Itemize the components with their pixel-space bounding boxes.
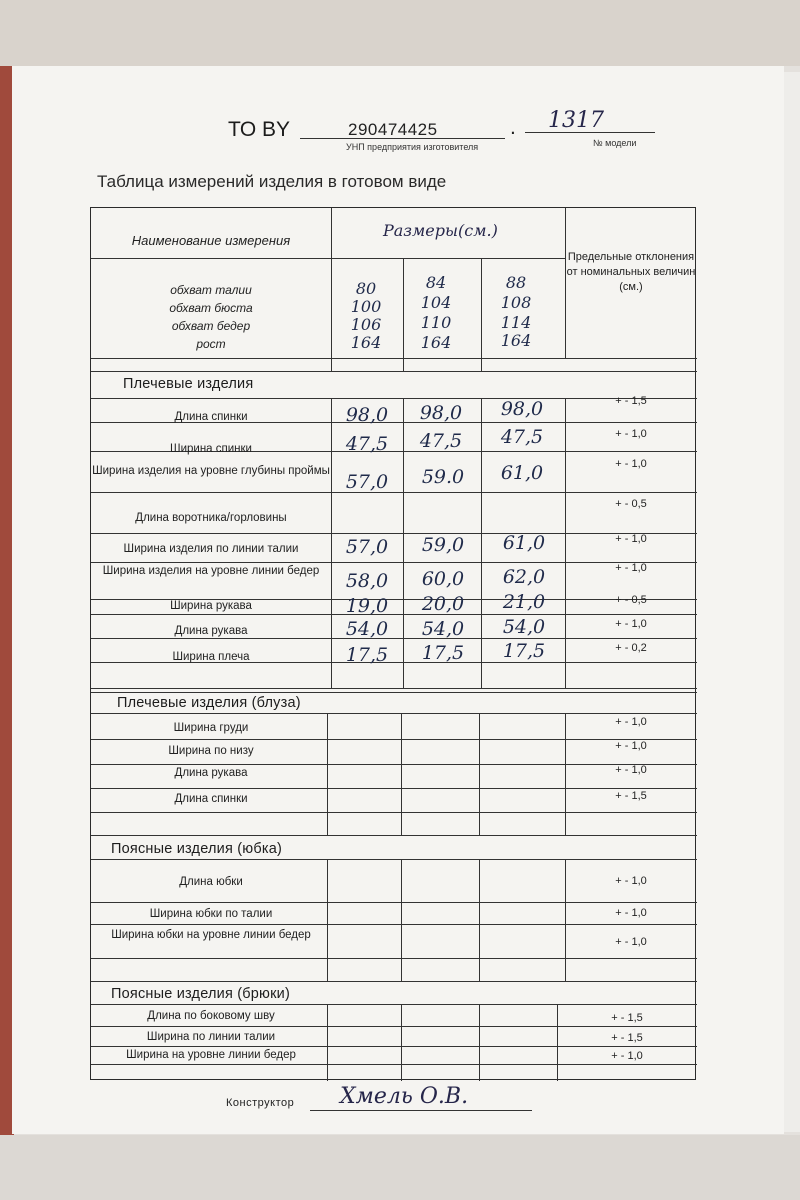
- row-tolerance: + - 1,0: [615, 875, 647, 887]
- row-tolerance: + - 1,5: [611, 1032, 643, 1044]
- model-caption: № модели: [593, 138, 637, 148]
- row-line: [91, 1046, 697, 1047]
- row-label: Ширина по линии талии: [146, 1031, 276, 1043]
- section-title: Поясные изделия (брюки): [111, 986, 290, 1002]
- size-value: 108: [500, 293, 532, 312]
- sizes-header: Размеры(см.): [383, 221, 498, 240]
- row-line: [91, 371, 697, 372]
- model-value: 1317: [548, 108, 604, 133]
- row-value: 60,0: [421, 568, 465, 590]
- measure-label: обхват талии: [170, 283, 252, 297]
- col-line: [401, 859, 402, 981]
- section-title: Плечевые изделия: [123, 376, 254, 392]
- row-label: Ширина изделия на уровне линии бедер: [102, 565, 320, 577]
- row-label: Длина юбки: [179, 876, 243, 888]
- row-value: 17,5: [345, 644, 389, 666]
- measure-label: рост: [196, 337, 226, 351]
- row-value: 58,0: [345, 570, 389, 592]
- row-label: Длина воротника/горловины: [135, 512, 287, 524]
- row-tolerance: + - 1,0: [615, 716, 647, 728]
- row-value: 61,0: [502, 532, 546, 554]
- row-line: [91, 358, 697, 359]
- section-title: Поясные изделия (юбка): [111, 841, 282, 857]
- row-label: Длина спинки: [174, 793, 248, 805]
- size-value: 114: [500, 313, 532, 332]
- unp-value: 290474425: [348, 120, 438, 139]
- col-line: [481, 398, 482, 688]
- row-value: 21,0: [502, 591, 546, 613]
- row-value: 57,0: [345, 471, 389, 493]
- row-line: [91, 688, 697, 689]
- col-line: [479, 713, 480, 835]
- designer-signature: Хмель О.В.: [340, 1084, 469, 1109]
- size-value: 164: [420, 333, 452, 352]
- row-value: 47,5: [419, 430, 463, 452]
- row-line: [91, 958, 697, 959]
- col-line: [403, 258, 404, 371]
- row-label: Ширина спинки: [170, 443, 252, 455]
- row-line: [91, 1064, 697, 1065]
- row-label: Ширина груди: [173, 722, 249, 734]
- row-tolerance: + - 1,0: [615, 936, 647, 948]
- row-tolerance: + - 1,0: [615, 618, 647, 630]
- unp-caption: УНП предприятия изготовителя: [346, 142, 479, 152]
- deviation-header: Предельные отклонения от номинальных величин (см.): [566, 251, 696, 293]
- row-line: [91, 788, 697, 789]
- row-value: 98,0: [345, 404, 389, 426]
- row-tolerance: + - 1,0: [611, 1050, 643, 1062]
- size-value: 110: [420, 313, 452, 332]
- row-label: Ширина на уровне линии бедер: [126, 1049, 296, 1061]
- row-line: [91, 692, 697, 693]
- row-label: Длина рукава: [174, 767, 248, 779]
- row-label: Ширина юбки по талии: [149, 908, 273, 920]
- col-line: [401, 713, 402, 835]
- row-tolerance: + - 1,0: [615, 740, 647, 752]
- page-title: Таблица измерений изделия в готовом виде: [97, 172, 447, 191]
- col-line: [403, 398, 404, 688]
- row-label: Длина рукава: [174, 625, 248, 637]
- row-line: [91, 1004, 697, 1005]
- row-value: 59.0: [421, 466, 465, 488]
- row-label: Длина спинки: [174, 411, 248, 423]
- row-value: 61,0: [500, 462, 544, 484]
- row-label: Длина по боковому шву: [147, 1010, 275, 1022]
- row-line: [91, 258, 565, 259]
- measure-label: обхват бедер: [171, 319, 251, 333]
- col-line: [479, 1004, 480, 1081]
- size-value: 104: [420, 293, 452, 312]
- size-value: 164: [350, 333, 382, 352]
- size-value: 100: [350, 297, 382, 316]
- background-bottom: [0, 1135, 800, 1200]
- row-line: [91, 981, 697, 982]
- col-line: [331, 208, 332, 371]
- row-tolerance: + - 1,5: [611, 1012, 643, 1024]
- row-tolerance: + - 0,2: [615, 642, 647, 654]
- row-tolerance: + - 0,5: [615, 594, 647, 606]
- row-value: 19,0: [345, 595, 389, 617]
- row-value: 17,5: [502, 640, 546, 662]
- col-line: [479, 859, 480, 981]
- row-value: 59,0: [421, 534, 465, 556]
- row-tolerance: + - 1,0: [615, 533, 647, 545]
- col-line: [481, 258, 482, 371]
- section-title: Плечевые изделия (блуза): [117, 695, 301, 711]
- row-value: 98,0: [500, 398, 544, 420]
- row-tolerance: + - 1,5: [615, 790, 647, 802]
- row-line: [91, 902, 697, 903]
- row-value: 57,0: [345, 536, 389, 558]
- row-value: 54,0: [421, 618, 465, 640]
- separator: .: [510, 116, 516, 139]
- row-tolerance: + - 1,0: [615, 458, 647, 470]
- measurement-table: [90, 207, 696, 1080]
- size-value: 164: [500, 331, 532, 350]
- row-label: Ширина плеча: [172, 651, 250, 663]
- row-tolerance: + - 1,0: [615, 428, 647, 440]
- size-value: 106: [350, 315, 382, 334]
- background-top: [0, 0, 800, 66]
- row-value: 47,5: [345, 433, 389, 455]
- row-value: 20,0: [421, 593, 465, 615]
- size-value: 88: [505, 273, 527, 292]
- size-value: 84: [425, 273, 447, 292]
- row-tolerance: + - 1,0: [615, 562, 647, 574]
- col-name-header: Наименование измерения: [131, 233, 291, 248]
- row-tolerance: + - 1,0: [615, 764, 647, 776]
- measure-label: обхват бюста: [169, 301, 253, 315]
- row-value: 17,5: [421, 642, 465, 664]
- row-tolerance: + - 1,5: [615, 395, 647, 407]
- row-value: 54,0: [502, 616, 546, 638]
- size-value: 80: [355, 279, 377, 298]
- doc-prefix: ТО BY: [228, 118, 291, 141]
- signature-line: [310, 1110, 532, 1111]
- row-tolerance: + - 0,5: [615, 498, 647, 510]
- row-line: [91, 835, 697, 836]
- row-label: Ширина рукава: [170, 600, 252, 612]
- row-value: 98,0: [419, 402, 463, 424]
- row-label: Ширина по низу: [168, 745, 254, 757]
- row-label: Ширина изделия на уровне глубины проймы: [92, 465, 330, 477]
- row-line: [91, 713, 697, 714]
- row-label: Ширина изделия по линии талии: [123, 543, 299, 555]
- col-line: [401, 1004, 402, 1081]
- row-line: [91, 812, 697, 813]
- row-value: 47,5: [500, 426, 544, 448]
- row-line: [91, 1026, 697, 1027]
- row-tolerance: + - 1,0: [615, 907, 647, 919]
- row-value: 62,0: [502, 566, 546, 588]
- row-line: [91, 924, 697, 925]
- row-label: Ширина юбки на уровне линии бедер: [111, 929, 311, 941]
- row-line: [91, 859, 697, 860]
- row-value: 54,0: [345, 618, 389, 640]
- designer-label: Конструктор: [226, 1097, 295, 1109]
